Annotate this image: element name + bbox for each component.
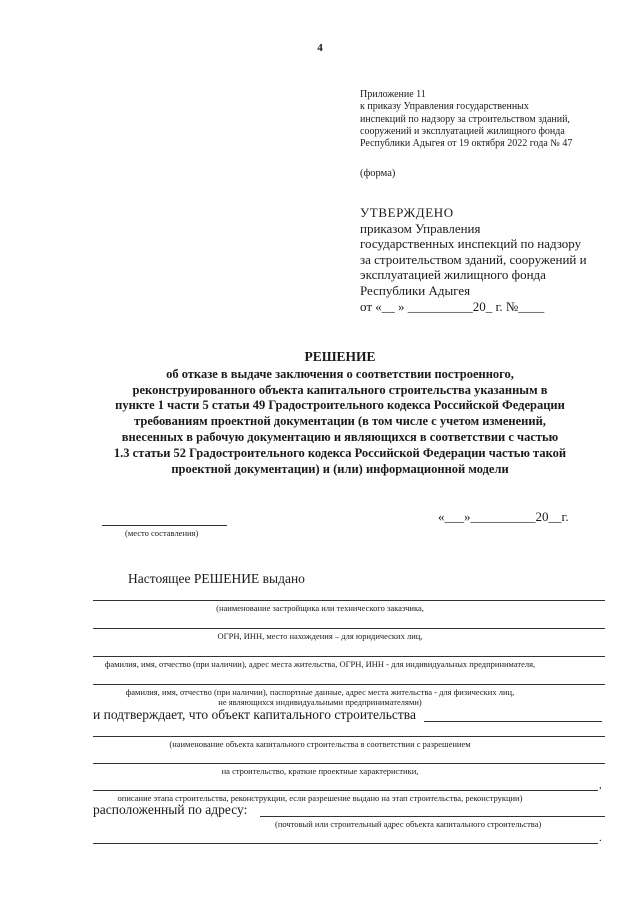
issued-text: Настоящее РЕШЕНИЕ выдано bbox=[128, 571, 305, 586]
individual-field-line bbox=[93, 684, 605, 685]
decision-line: требованиям проектной документации (в том числе с учетом изменений, bbox=[134, 414, 546, 429]
appendix-block bbox=[360, 89, 630, 150]
decision-line: об отказе в выдаче заключения о соответствии построенного, bbox=[166, 366, 514, 381]
address-line-period: . bbox=[599, 832, 602, 844]
object-caption-2: на строительство, краткие проектные характеристики, bbox=[221, 766, 419, 776]
date-field: «___»__________20__г. bbox=[438, 509, 569, 524]
object-field-line-inline bbox=[424, 721, 602, 722]
appendix-line: сооружений и эксплуатацией жилищного фонда bbox=[360, 125, 565, 137]
approval-block bbox=[360, 205, 630, 314]
confirms-text: и подтверждает, что объект капитального строительства bbox=[93, 707, 416, 722]
approval-line: приказом Управления bbox=[360, 220, 481, 236]
appendix-line: инспекций по надзору за строительством зданий, bbox=[360, 113, 570, 125]
decision-line: 1.3 статьи 52 Градостроительного кодекса Российской Федерации частью такой bbox=[113, 445, 567, 460]
page-number: 4 bbox=[317, 42, 323, 54]
developer-caption: (наименование застройщика или технического заказчика, bbox=[216, 603, 424, 613]
entrepreneur-field-line bbox=[93, 656, 605, 657]
object-field-line-2 bbox=[93, 763, 605, 764]
approval-line: государственных инспекций по надзору bbox=[360, 236, 582, 252]
decision-line: реконструированного объекта капитального строительства указанным в bbox=[132, 382, 548, 397]
appendix-line: Республики Адыгея от 19 октября 2022 года № 47 bbox=[360, 138, 573, 150]
object-field-line-3 bbox=[93, 790, 598, 791]
individual-caption-1: фамилия, имя, отчество (при наличии), паспортные данные, адрес места жительства - для физических лиц, bbox=[125, 687, 515, 697]
object-line-comma: , bbox=[599, 779, 602, 791]
decision-title-block bbox=[60, 349, 620, 477]
appendix-line: Приложение 11 bbox=[360, 89, 426, 100]
legal-entity-caption: ОГРН, ИНН, место нахождения – для юридических лиц, bbox=[217, 631, 423, 641]
approval-date-line: от «__ » __________20_ г. №____ bbox=[360, 298, 545, 314]
approval-line: Республики Адыгея bbox=[360, 282, 471, 298]
place-field-line bbox=[102, 525, 227, 526]
legal-entity-field-line bbox=[93, 628, 605, 629]
object-caption-3: описание этапа строительства, реконструкции, если разрешение выдано на этап строительства, реконструкции) bbox=[117, 793, 523, 803]
approval-line: эксплуатацией жилищного фонда bbox=[360, 267, 546, 283]
place-caption: (место составления) bbox=[125, 528, 199, 538]
form-label: (форма) bbox=[360, 168, 396, 179]
decision-line: проектной документации) и (или) информационной модели bbox=[171, 461, 509, 476]
developer-field-line bbox=[93, 600, 605, 601]
address-caption: (почтовый или строительный адрес объекта капитального строительства) bbox=[275, 819, 542, 829]
approval-line: за строительством зданий, сооружений и bbox=[360, 251, 587, 267]
decision-line: внесенных в рабочую документацию и являющихся в соответствии с частью bbox=[121, 429, 559, 444]
decision-line: пункте 1 части 5 статьи 49 Градостроительного кодекса Российской Федерации bbox=[115, 398, 565, 413]
address-field-line bbox=[93, 843, 598, 844]
approval-heading: УТВЕРЖДЕНО bbox=[360, 205, 454, 220]
appendix-line: к приказу Управления государственных bbox=[360, 101, 529, 113]
individual-caption-2: не являющихся индивидуальными предпринимателями) bbox=[218, 697, 422, 707]
object-caption-1: (наименование объекта капитального строительства в соответствии с разрешением bbox=[169, 739, 471, 749]
entrepreneur-caption: фамилия, имя, отчество (при наличии), адрес места жительства, ОГРН, ИНН - для индивидуальных предпринимателя, bbox=[104, 659, 536, 669]
decision-title: РЕШЕНИЕ bbox=[304, 349, 376, 364]
object-field-line bbox=[93, 736, 605, 737]
located-text: расположенный по адресу: bbox=[93, 802, 248, 817]
address-field-line-inline bbox=[260, 816, 605, 817]
